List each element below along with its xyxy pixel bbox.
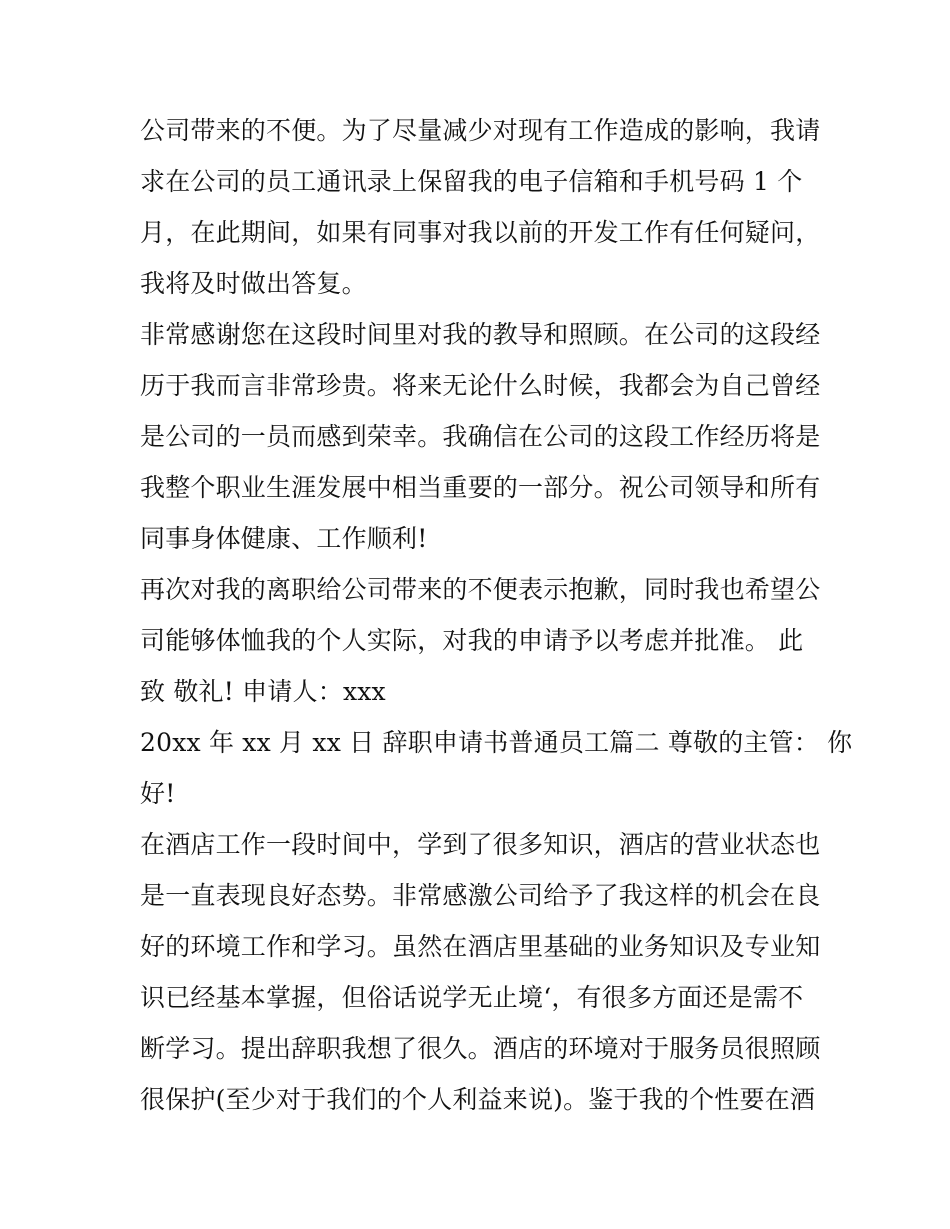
text-line: 非常感谢您在这段时间里对我的教导和照顾。在公司的这段经 bbox=[140, 320, 821, 349]
text-line: 致 敬礼! 申请人：xxx bbox=[140, 677, 386, 706]
text-line: 月，在此期间，如果有同事对我以前的开发工作有任何疑问， bbox=[140, 218, 821, 247]
text-line: 好的环境工作和学习。虽然在酒店里基础的业务知识及专业知 bbox=[140, 932, 821, 961]
text-line: 是一直表现良好态势。非常感激公司给予了我这样的机会在良 bbox=[140, 881, 821, 910]
text-line: 20xx 年 xx 月 xx 日 辞职申请书普通员工篇二 尊敬的主管： 你 bbox=[140, 728, 853, 757]
text-line: 识已经基本掌握，但俗话说学无止境‘，有很多方面还是需不 bbox=[140, 983, 804, 1012]
text-line: 是公司的一员而感到荣幸。我确信在公司的这段工作经历将是 bbox=[140, 422, 821, 451]
text-line: 我将及时做出答复。 bbox=[140, 269, 367, 298]
document-body bbox=[140, 105, 853, 1125]
text-line: 同事身体健康、工作顺利! bbox=[140, 524, 428, 553]
text-line: 好! bbox=[140, 779, 176, 808]
text-line: 断学习。提出辞职我想了很久。酒店的环境对于服务员很照顾 bbox=[140, 1034, 821, 1063]
text-line: 历于我而言非常珍贵。将来无论什么时候，我都会为自己曾经 bbox=[140, 371, 821, 400]
text-line: 在酒店工作一段时间中，学到了很多知识，酒店的营业状态也 bbox=[140, 830, 821, 859]
text-line: 公司带来的不便。为了尽量减少对现有工作造成的影响，我请 bbox=[140, 116, 821, 145]
text-line: 司能够体恤我的个人实际，对我的申请予以考虑并批准。 此 bbox=[140, 626, 804, 655]
text-line: 我整个职业生涯发展中相当重要的一部分。祝公司领导和所有 bbox=[140, 473, 821, 502]
text-line: 很保护(至少对于我们的个人利益来说)。鉴于我的个性要在酒 bbox=[140, 1085, 816, 1114]
text-line: 求在公司的员工通讯录上保留我的电子信箱和手机号码 1 个 bbox=[140, 167, 803, 196]
text-line: 再次对我的离职给公司带来的不便表示抱歉，同时我也希望公 bbox=[140, 575, 821, 604]
